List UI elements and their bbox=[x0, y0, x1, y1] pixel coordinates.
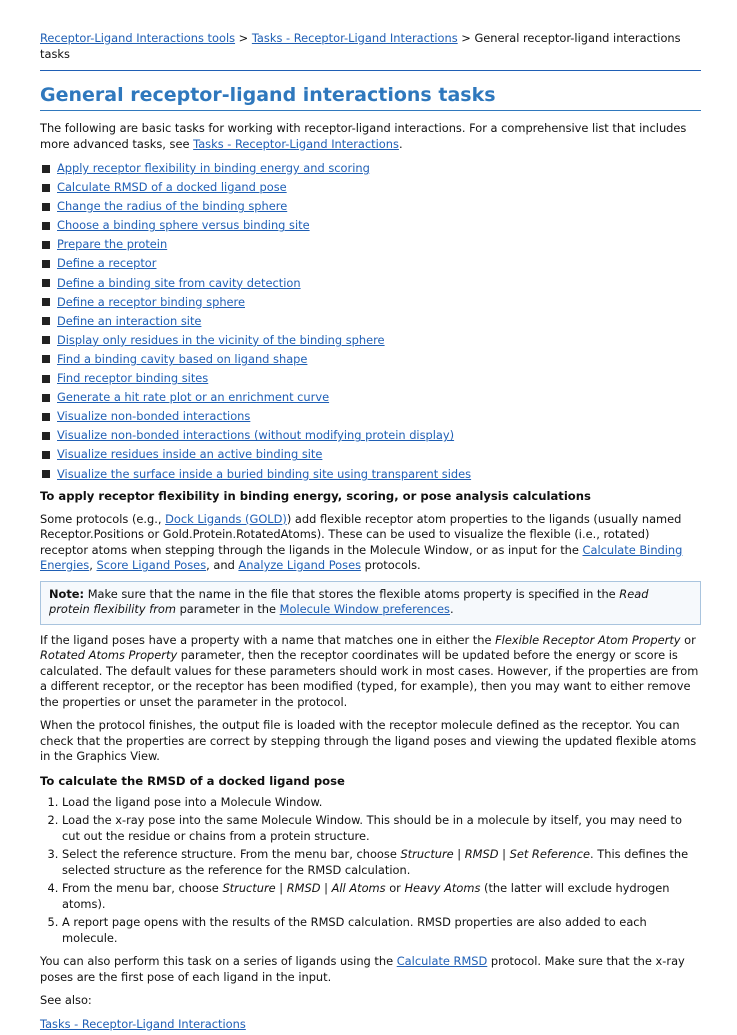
square-bullet-icon bbox=[42, 375, 50, 383]
task-list-item bbox=[42, 274, 701, 293]
flexibility-paragraph-3: When the protocol finishes, the output file is loaded with the receptor molecule defined as the receptor. You can check that the properties are correct by stepping through the ligand poses and viewing the updated flexible atoms in the Graphics View. bbox=[40, 718, 697, 764]
task-list-item bbox=[42, 388, 701, 407]
flexibility-paragraph-2: If the ligand poses have a property with a name that matches one in either the Flexible Receptor Atom Property or Rotated Atoms Property parameter, then the receptor coordinates will be updated before the energy or score is calculated. The default values for these parameters should work in most cases. However, if the properties are from a different receptor, or the receptor has been modified (typed, for example), then you may want to either remove the properties or unset the parameter in the protocol. bbox=[40, 632, 699, 709]
task-list bbox=[40, 159, 701, 484]
task-link[interactable]: Visualize non-bonded interactions bbox=[57, 409, 251, 424]
task-list-item bbox=[42, 197, 701, 216]
see-also-paragraph bbox=[40, 1017, 701, 1033]
square-bullet-icon bbox=[42, 298, 50, 306]
see-also-tasks-link[interactable]: Tasks - Receptor-Ligand Interactions bbox=[40, 1016, 246, 1031]
square-bullet-icon bbox=[42, 279, 50, 287]
task-list-item bbox=[42, 331, 701, 350]
dock-ligands-gold-link[interactable]: Dock Ligands (GOLD) bbox=[165, 511, 287, 526]
task-list-item bbox=[42, 350, 701, 369]
task-link[interactable]: Find a binding cavity based on ligand shape bbox=[57, 351, 308, 366]
task-link[interactable]: Visualize residues inside an active binding site bbox=[57, 447, 323, 462]
task-list-item bbox=[42, 312, 701, 331]
task-link[interactable]: Prepare the protein bbox=[57, 237, 168, 252]
step-item: 4. From the menu bar, choose Structure | RMSD | All Atoms or Heavy Atoms (the latter will exclude hydrogen atoms). bbox=[62, 881, 701, 912]
task-link[interactable]: Define an interaction site bbox=[57, 313, 202, 328]
task-link[interactable]: Calculate RMSD of a docked ligand pose bbox=[57, 180, 287, 195]
breadcrumb bbox=[40, 30, 701, 71]
analyze-ligand-poses-link[interactable]: Analyze Ligand Poses bbox=[238, 558, 362, 573]
square-bullet-icon bbox=[42, 165, 50, 173]
task-link[interactable]: Find receptor binding sites bbox=[57, 371, 209, 386]
square-bullet-icon bbox=[42, 413, 50, 421]
square-bullet-icon bbox=[42, 355, 50, 363]
task-list-item bbox=[42, 235, 701, 254]
task-list-item bbox=[42, 426, 701, 445]
molecule-window-preferences-link[interactable]: Molecule Window preferences bbox=[279, 602, 450, 617]
task-list-item bbox=[42, 293, 701, 312]
task-list-item bbox=[42, 407, 701, 426]
task-link[interactable]: Generate a hit rate plot or an enrichment curve bbox=[57, 390, 330, 405]
breadcrumb-current: General receptor-ligand interactions tasks bbox=[40, 31, 681, 61]
section-heading-rmsd: To calculate the RMSD of a docked ligand pose bbox=[40, 773, 345, 788]
step-item: 1. Load the ligand pose into a Molecule Window. bbox=[62, 795, 701, 811]
square-bullet-icon bbox=[42, 336, 50, 344]
note-box: Note: Make sure that the name in the file that stores the flexible atoms property is specified in the Read protein flexibility from parameter in the Molecule Window preferences. bbox=[40, 581, 701, 625]
intro-paragraph: The following are basic tasks for working with receptor-ligand interactions. For a comprehensive list that includes more advanced tasks, see Tasks - Receptor-Ligand Interactions. bbox=[40, 121, 687, 151]
see-also-label: See also: bbox=[40, 993, 92, 1008]
task-list-item bbox=[42, 178, 701, 197]
task-list-item bbox=[42, 254, 701, 273]
calculate-binding-energies-link[interactable]: Calculate Binding Energies bbox=[40, 542, 683, 573]
task-link[interactable]: Apply receptor flexibility in binding energy and scoring bbox=[57, 161, 370, 175]
task-list-item bbox=[42, 159, 701, 178]
square-bullet-icon bbox=[42, 184, 50, 192]
breadcrumb-link-tasks[interactable]: Tasks - Receptor-Ligand Interactions bbox=[251, 31, 458, 45]
intro-tasks-link[interactable]: Tasks - Receptor-Ligand Interactions bbox=[193, 136, 399, 151]
square-bullet-icon bbox=[42, 432, 50, 440]
calculate-rmsd-link[interactable]: Calculate RMSD bbox=[396, 954, 488, 969]
task-link[interactable]: Change the radius of the binding sphere bbox=[57, 199, 288, 214]
task-link[interactable]: Define a receptor bbox=[57, 256, 157, 271]
square-bullet-icon bbox=[42, 203, 50, 211]
task-list-item bbox=[42, 369, 701, 388]
square-bullet-icon bbox=[42, 260, 50, 268]
task-link[interactable]: Visualize the surface inside a buried binding site using transparent sides bbox=[57, 466, 472, 481]
square-bullet-icon bbox=[42, 222, 50, 230]
score-ligand-poses-link[interactable]: Score Ligand Poses bbox=[96, 558, 207, 573]
square-bullet-icon bbox=[42, 451, 50, 459]
breadcrumb-link-tools[interactable]: Receptor-Ligand Interactions tools bbox=[40, 31, 236, 45]
task-link[interactable]: Define a receptor binding sphere bbox=[57, 294, 245, 309]
breadcrumb-separator: > bbox=[457, 31, 475, 45]
task-link[interactable]: Display only residues in the vicinity of the binding sphere bbox=[57, 332, 385, 347]
note-label: Note: bbox=[49, 586, 85, 601]
step-item: 3. Select the reference structure. From the menu bar, choose Structure | RMSD | Set Reference. This defines the selected structure as the reference for the RMSD calculation. bbox=[62, 847, 701, 878]
task-link[interactable]: Choose a binding sphere versus binding site bbox=[57, 218, 310, 233]
breadcrumb-separator: > bbox=[235, 31, 252, 45]
task-list-item bbox=[42, 216, 701, 235]
section-heading-receptor-flexibility: To apply receptor flexibility in binding energy, scoring, or pose analysis calculations bbox=[40, 488, 591, 503]
task-list-item bbox=[42, 445, 701, 464]
task-link[interactable]: Visualize non-bonded interactions (without modifying protein display) bbox=[57, 428, 455, 443]
square-bullet-icon bbox=[42, 470, 50, 478]
square-bullet-icon bbox=[42, 317, 50, 325]
square-bullet-icon bbox=[42, 241, 50, 249]
rmsd-steps bbox=[40, 795, 701, 947]
step-item: 2. Load the x-ray pose into the same Molecule Window. This should be in a molecule by itself, you may need to cut out the residue or chains from a protein structure. bbox=[62, 813, 701, 844]
page-title: General receptor-ligand interactions tasks bbox=[40, 83, 701, 111]
square-bullet-icon bbox=[42, 394, 50, 402]
step-item: 5. A report page opens with the results of the RMSD calculation. RMSD properties are also added to each molecule. bbox=[62, 915, 701, 946]
flexibility-paragraph-1: Some protocols (e.g., Dock Ligands (GOLD)) add flexible receptor atom properties to the ligands (usually named Receptor.Positions or Gold.Protein.RotatedAtoms). These can be used to visualize the flexible (i.e., rotated) receptor atoms when stepping through the ligands in the Molecule Window, or as input for the Calculate Binding Energies, Score Ligand Poses, and Analyze Ligand Poses protocols. bbox=[40, 511, 683, 573]
rmsd-series-paragraph: You can also perform this task on a series of ligands using the Calculate RMSD protocol. Make sure that the x-ray poses are the first pose of each ligand in the input. bbox=[40, 954, 685, 984]
task-list-item bbox=[42, 465, 701, 484]
task-link[interactable]: Define a binding site from cavity detection bbox=[57, 275, 301, 290]
